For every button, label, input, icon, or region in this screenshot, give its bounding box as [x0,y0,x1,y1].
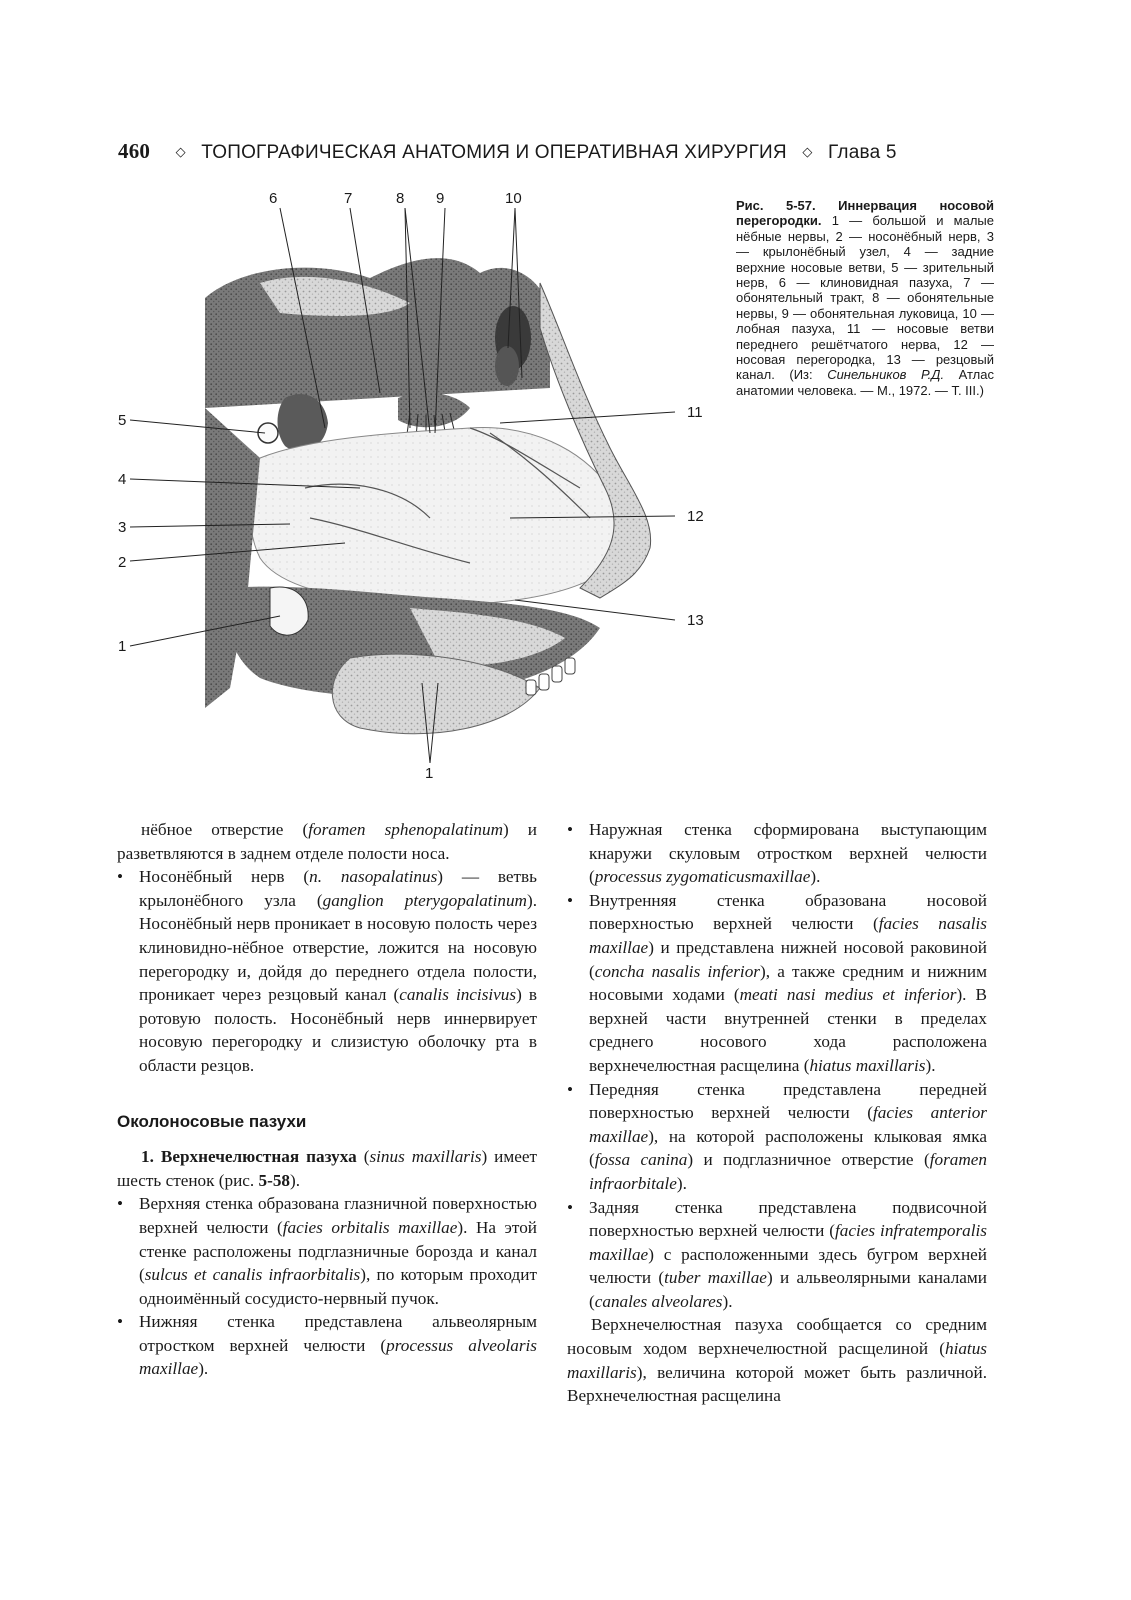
caption-label: Рис. 5-57. Иннервация носовой перегородки. [736,198,994,229]
callout-1-bottom: 1 [425,765,434,782]
diamond-separator-icon: ◇ [175,144,186,159]
book-title: ТОПОГРАФИЧЕСКАЯ АНАТОМИЯ И ОПЕРАТИВНАЯ ХИРУРГИЯ [201,142,787,163]
anatomy-figure [110,188,730,788]
caption-source-author: Синельников Р.Д. [827,367,945,383]
list-item: • Наружная стенка сформирована выступающим кнаружи скуловым отростком верхней челюсти (processus zygomaticusmaxillae). [567,818,987,889]
callout-2: 2 [118,554,127,571]
caption-text: 1 — большой и малые нёбные нервы, 2 — носонёбный нерв, 3 — крылонёбный узел, 4 — задние верхние носовые ветви, 5 — зрительный нерв, 6 — клиновидная пазуха, 7 — обонятельный тракт, 8 — обонятельные нервы, 9 — обонятельная луковица, 10 — лобная пазуха, 11 — носовые ветви переднего решётчатого нерва, 12 — носовая перегородка, 13 — резцовый канал. (Из: [736,213,994,383]
callout-13: 13 [687,612,704,629]
caption-source-rest: Атлас анатомии человека. — М., 1972. — Т. III.) [736,367,994,398]
callout-12: 12 [687,508,704,525]
section-heading: Околоносовые пазухи [117,1111,307,1131]
list-item: • Внутренняя стенка образована носовой поверхностью верхней челюсти (facies nasalis maxillae) и представлена нижней носовой раковиной (concha nasalis inferior), а также средним и нижним носовыми ходами (meati nasi medius et inferior). В верхней части внутренней стенки в пределах среднего носового хода расположена верхнечелюстная расщелина (hiatus maxillaris). [567,889,987,1078]
paragraph: 1. Верхнечелюстная пазуха (sinus maxillaris) имеет шесть стенок (рис. 5-58). [117,1147,537,1190]
list-item: • Задняя стенка представлена подвисочной поверхностью верхней челюсти (facies infratemporalis maxillae) с расположенными здесь бугром верхней челюсти (tuber maxillae) и альвеолярными каналами (canales alveolares). [567,1196,987,1314]
list-item: • Носонёбный нерв (n. nasopalatinus) — ветвь крылонёбного узла (ganglion pterygopalatinum). Носонёбный нерв проникает в носовую полость через клиновидно-нёбное отверстие, ложится на носовую перегородку и, дойдя до переднего отдела полости, проникает через резцовый канал (canalis incisivus) в ротовую полость. Носонёбный нерв иннервирует носовую перегородку и слизистую оболочку рта в области резцов. [117,865,537,1077]
callout-3: 3 [118,519,127,536]
callout-10: 10 [505,190,522,207]
diamond-separator-icon: ◇ [802,144,813,159]
right-column [567,818,987,1408]
callout-5: 5 [118,412,127,429]
paragraph: нёбное отверстие (foramen sphenopalatinum) и разветвляются в заднем отделе полости носа. [117,820,537,863]
nasal-septum-illustration [110,188,730,788]
paragraph: Верхнечелюстная пазуха сообщается со средним носовым ходом верхнечелюстной расщелиной (hiatus maxillaris), величина которой может быть различной. Верхнечелюстная расщелина [567,1315,987,1406]
callout-6: 6 [269,190,278,207]
callout-4: 4 [118,471,127,488]
list-item: • Передняя стенка представлена передней поверхностью верхней челюсти (facies anterior maxillae), на которой расположены клыковая ямка (fossa canina) и подглазничное отверстие (foramen infraorbitale). [567,1078,987,1196]
list-item: • Верхняя стенка образована глазничной поверхностью верхней челюсти (facies orbitalis maxillae). На этой стенке расположены подглазничные борозда и канал (sulcus et canalis infraorbitalis), по которым проходит одноимённый сосудисто-нервный пучок. [117,1192,537,1310]
list-item: • Нижняя стенка представлена альвеолярным отростком верхней челюсти (processus alveolaris maxillae). [117,1310,537,1381]
callout-1-left: 1 [118,638,127,655]
figure-caption [736,198,994,398]
running-head [118,139,918,164]
callout-11: 11 [687,404,703,421]
chapter-label: Глава 5 [828,142,897,163]
page-number: 460 [118,139,151,163]
callout-8: 8 [396,190,405,207]
left-column [117,818,537,1381]
callout-9: 9 [436,190,445,207]
callout-7: 7 [344,190,353,207]
